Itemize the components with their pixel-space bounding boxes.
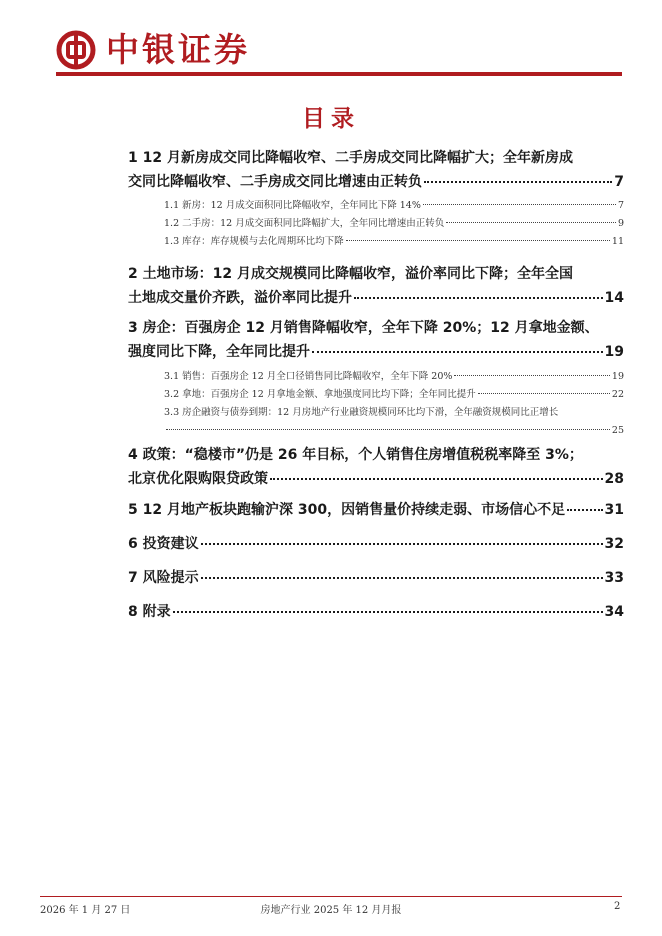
page-number: 22 (611, 389, 624, 400)
page-number: 19 (611, 371, 624, 382)
dot-leader (346, 240, 610, 241)
toc-entry-1[interactable] (128, 146, 624, 194)
toc-entry-5[interactable] (128, 498, 624, 522)
toc-entry-text: 3 房企：百强房企 12 月销售降幅收窄，全年下降 20%；12 月拿地金额、 (128, 320, 599, 336)
toc-entry-text: 7 风险提示 (128, 570, 199, 586)
dot-leader (424, 181, 612, 183)
toc-entry-text: 1.3 库存：库存规模与去化周期环比均下降 (164, 236, 344, 247)
dot-leader (454, 375, 610, 376)
toc-entry-3-3[interactable] (128, 404, 624, 440)
toc-entry-8[interactable] (128, 600, 624, 624)
toc-entry-text: 北京优化限购限贷政策 (128, 471, 268, 487)
toc-entry-2[interactable] (128, 262, 624, 310)
page-number: 32 (604, 536, 624, 552)
page-number: 28 (604, 471, 624, 487)
footer-date: 2026 年 1 月 27 日 (40, 905, 131, 916)
dot-leader (201, 543, 603, 545)
page-number: 34 (604, 604, 624, 620)
toc-entry-text: 1.2 二手房：12 月成交面积同比降幅扩大，全年同比增速由正转负 (164, 218, 445, 229)
toc-entry-text: 3.2 拿地：百强房企 12 月拿地金额、拿地强度同比均下降；全年同比提升 (164, 389, 476, 400)
toc-entry-text: 3.1 销售：百强房企 12 月全口径销售同比降幅收窄，全年下降 20% (164, 371, 453, 382)
toc-entry-7[interactable] (128, 566, 624, 590)
toc-entry-text: 强度同比下降，全年同比提升 (128, 344, 310, 360)
dot-leader (446, 222, 616, 223)
toc-entry-3-1[interactable] (128, 368, 624, 386)
dot-leader (423, 204, 616, 205)
toc-entry-text: 4 政策：“稳楼市”仍是 26 年目标，个人销售住房增值税税率降至 3%； (128, 447, 583, 463)
footer-report-name: 房地产行业 2025 年 12 月月报 (260, 905, 402, 916)
dot-leader (312, 351, 603, 353)
toc-entry-1-2[interactable] (128, 215, 624, 233)
toc-entry-text: 土地成交量价齐跌，溢价率同比提升 (128, 290, 352, 306)
toc-entry-1-3[interactable] (128, 233, 624, 251)
dot-leader (173, 611, 603, 613)
dot-leader (270, 478, 603, 480)
footer-page-number: 2 (614, 901, 621, 912)
dot-leader (567, 509, 602, 511)
dot-leader (478, 393, 610, 394)
page-number: 9 (617, 218, 624, 229)
header-divider (56, 72, 622, 76)
bank-of-china-logo-icon (56, 30, 96, 70)
toc-entry-3[interactable] (128, 316, 624, 364)
toc-entry-text: 5 12 月地产板块跑输沪深 300，因销售量价持续走弱、市场信心不足 (128, 502, 566, 518)
page-number: 33 (604, 570, 624, 586)
toc-entry-4[interactable] (128, 443, 624, 491)
dot-leader (201, 577, 603, 579)
page-number: 25 (611, 425, 624, 436)
toc-entry-3-2[interactable] (128, 386, 624, 404)
toc-entry-1-1[interactable] (128, 197, 624, 215)
page-number: 7 (614, 174, 624, 190)
toc-entry-text: 2 土地市场：12 月成交规模同比降幅收窄，溢价率同比下降；全年全国 (128, 266, 573, 282)
toc-entry-text: 8 附录 (128, 604, 171, 620)
toc-entry-text: 1 12 月新房成交同比降幅收窄、二手房成交同比降幅扩大；全年新房成 (128, 150, 573, 166)
toc-entry-6[interactable] (128, 532, 624, 556)
page-number: 11 (611, 236, 624, 247)
page-number: 19 (604, 344, 624, 360)
page-number: 31 (604, 502, 624, 518)
toc-title: 目录 (302, 106, 360, 132)
toc-entry-text: 1.1 新房：12 月成交面积同比降幅收窄，全年同比下降 14% (164, 200, 421, 211)
page-number: 7 (617, 200, 624, 211)
dot-leader (354, 297, 603, 299)
brand-logo (56, 30, 250, 70)
toc-entry-text: 6 投资建议 (128, 536, 199, 552)
toc-entry-text: 交同比降幅收窄、二手房成交同比增速由正转负 (128, 174, 422, 190)
page-number: 14 (604, 290, 624, 306)
footer-divider (40, 896, 622, 897)
brand-name: 中银证券 (106, 30, 250, 69)
toc-entry-text: 3.3 房企融资与债券到期：12 月房地产行业融资规模同环比均下滑，全年融资规模同比正增长 (164, 407, 559, 418)
dot-leader (166, 429, 610, 430)
